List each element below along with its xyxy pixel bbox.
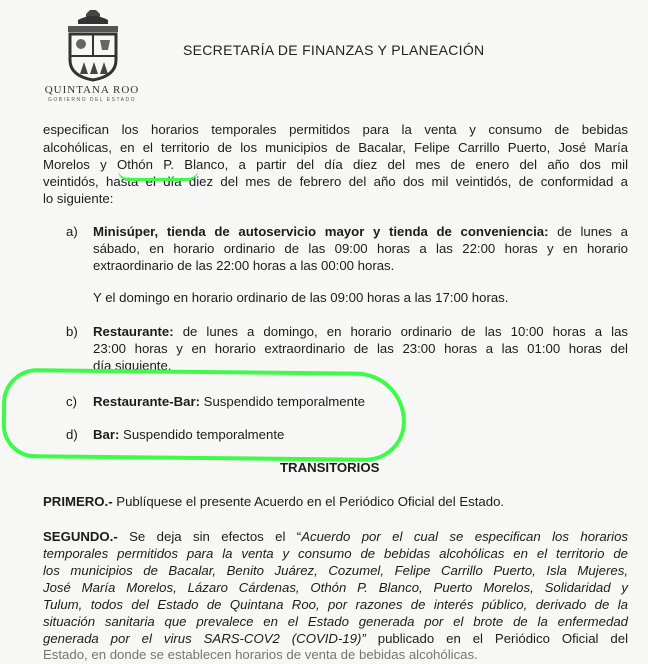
item-b-letter: b) [66,324,78,339]
segundo-line-3 [43,562,628,580]
segundo-line-5-text: Tulum, todos del Estado de Quintana Roo, por razones de interés público, derivado de la [43,597,628,612]
segundo-line-2 [43,545,628,563]
item-d-rest: Suspendido temporalmente [119,427,285,442]
item-a-line-3: extraordinario de las 22:00 horas a las 00:00 horas. [93,258,395,273]
primero-line [43,493,504,511]
segundo-label: SEGUNDO.- [43,529,118,544]
segundo-line-3-text: los municipios de Bacalar, Benito Juárez, Cozumel, Felipe Carrillo Puerto, Isla Mujeres, [43,563,628,578]
segundo-line-6 [43,613,628,631]
segundo-line-5 [43,596,628,614]
segundo-line-1 [43,528,628,546]
item-a-line-1 [93,223,628,241]
item-b-line-1-rest: de lunes a domingo, en horario ordinario de las 10:00 horas a las [173,324,628,339]
item-b-line-3: día siguiente. [93,358,172,373]
intro-line-4: veintidós, hasta el día diez del mes de febrero del año dos mil veintidós, de conformidad a [43,174,628,189]
item-d-title: Bar: [93,427,120,442]
coat-of-arms-icon [64,10,122,82]
segundo-line-1-italic: Acuerdo por el cual se especifican los horarios [301,529,628,544]
logo-subtitle: GOBIERNO DEL ESTADO [48,97,136,103]
item-b-line-1 [93,323,628,341]
item-a-sunday: Y el domingo en horario ordinario de las 09:00 horas a las 17:00 horas. [93,290,509,305]
segundo-line-7-italic: generada por el virus SARS-COV2 (COVID-19)” [43,631,366,646]
segundo-line-6-text: situación sanitaria que prevalece en el Estado generada por el brote de la enfermedad [43,614,628,629]
segundo-line-4-text: José María Morelos, Lázaro Cárdenas, Othón P. Blanco, Puerto Morelos, Solidaridad y [43,580,628,595]
item-c-rest: Suspendido temporalmente [200,394,365,409]
green-underline-mark [118,170,198,181]
item-a-letter: a) [66,224,78,239]
intro-line-5: lo siguiente: [43,191,114,206]
state-logo [40,10,144,102]
segundo-line-7-rest: publicado en el Periódico Oficial del [365,631,629,646]
item-d-letter: d) [66,427,78,442]
primero-label: PRIMERO.- [43,494,113,509]
intro-line-1: especifican los horarios temporales permitidos para la venta y consumo de bebidas [43,122,628,137]
segundo-line-1-rest: Se deja sin efectos el “ [117,529,302,544]
item-a-line-2: sábado, en horario ordinario de las 09:00 horas a las 22:00 horas y en horario [93,241,628,256]
intro-line-3: Morelos y Othón P. Blanco, a partir del día diez del mes de enero del año dos mil [43,157,628,172]
page-title: SECRETARÍA DE FINANZAS Y PLANEACIÓN [183,42,485,58]
item-b-title: Restaurante: [93,324,174,339]
item-b-line-2: 23:00 horas y en horario extraordinario de las 23:00 horas a las 01:00 horas del [93,341,628,356]
segundo-line-2-text: temporales permitidos para la venta y consumo de bebidas alcohólicas en el territorio de [43,546,628,561]
green-highlight-circle [2,368,407,462]
item-c-letter: c) [66,394,77,409]
item-a-title: Minisúper, tienda de autoservicio mayor y tienda de conveniencia: [93,224,549,239]
segundo-line-4 [43,579,628,597]
segundo-line-8-cut: Estado, en donde se establecen horarios de venta de bebidas alcohólicas. [43,647,478,662]
transitorios-heading-text: TRANSITORIOS [280,460,380,475]
logo-name: QUINTANA ROO [44,84,140,96]
primero-text: Publíquese el presente Acuerdo en el Periódico Oficial del Estado. [112,494,505,509]
item-a-line-1-rest: de lunes a [548,224,628,239]
item-c-title: Restaurante-Bar: [93,394,200,409]
intro-line-2: alcohólicas, en el territorio de los municipios de Bacalar, Felipe Carrillo Puerto, José María [43,140,628,155]
